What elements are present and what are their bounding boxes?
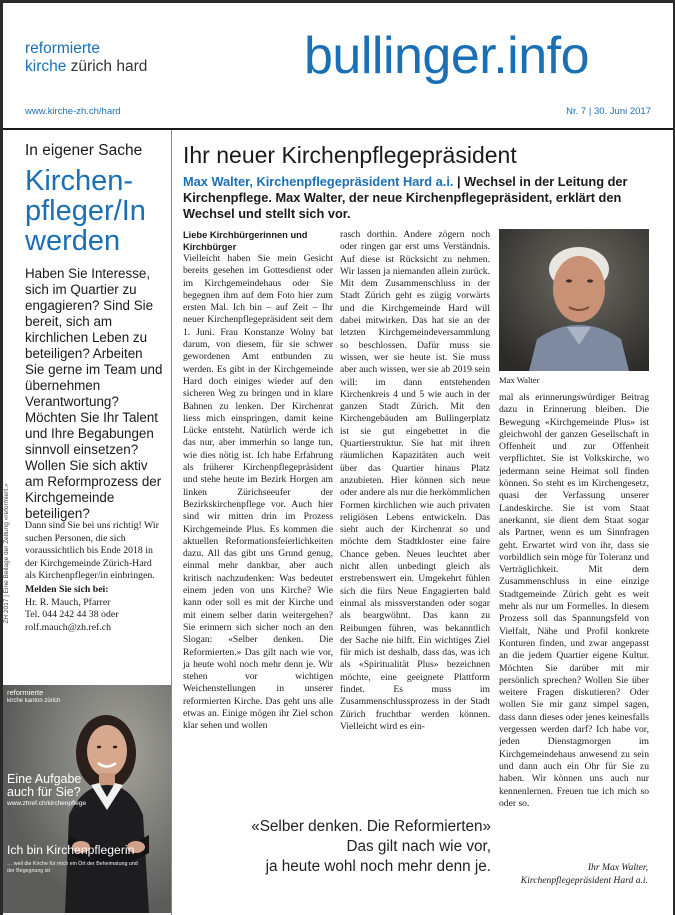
lead-author: Max Walter, Kirchenpflegepräsident Hard a.i. (183, 174, 454, 189)
sidebar-headline-3: werden (25, 225, 121, 257)
brand-line-2a: kirche (25, 58, 67, 75)
article-column-2 (340, 229, 490, 733)
photo-caption: Max Walter (499, 375, 540, 385)
salutation: Liebe Kirchbürgerinnen und Kirchbürger (183, 230, 308, 252)
brand-line-1: reformierte (25, 40, 100, 57)
page-edge-top (0, 0, 675, 3)
ad-tagline-1: Eine Aufgabe (7, 772, 82, 786)
ad-logo (7, 689, 60, 705)
recruitment-ad (3, 685, 171, 913)
ad-tagline-2: auch für Sie? (7, 785, 81, 799)
column-2-text: rasch dorthin. Andere zögern noch oder ringen gar erst ums Verständnis. Auf diese ist Rücksicht zu nehmen. Wir lassen ja niemanden allein zurück. Mit dem Zusammenschluss in der Stadt Zürich geht es zügig vorwärts und die Kirchgemeinde Hard will dabei mitwirken. Das hat sie an der letzten Kirchgemeindeversammlung so beschlossen. Dafür muss sie wissen, wer sie heute ist. Sie muss aber auch wissen, wer sie ab 2019 sein will: im dann entstehenden Kirchenkreis 4 und 5 wie auch in der ganzen Stadt Zürich. Mit den Kirchengebäuden am Bullingerplatz ist sie gut eingebettet in die Quartierstruktur. Sie hat mit ihren räumlichen Kapazitäten auch weit über das Quartier hinaus Platz anzubieten. Hier können sich neue oder andere als nur die herkömmlichen Formen kirchlichen wie auch privaten religiösen Lebens entwickeln. Das sieht auch der Kirchenrat so und möchte dem Stadtkloster eine faire Chance geben. Neues leuchtet aber nicht allen unbedingt gleich als erstrebenswert ein. Umgekehrt fühlen sich die fürs Neue Engagierten bald einmal als missverstanden oder sogar als beargwöhnt. Das kann zu Reibungen führen, was bekanntlich der Sache nie hilft. Ein wichtiges Ziel für mich ist deshalb, dass das, was ich als «Spiritualität Plus» bezeichnen möchte, eine geeignete Plattform findet. Es muss im Zusammenschlussprozess in der Stadt Zürich fruchtbar werden können. Vielleicht wird es ein- (340, 229, 490, 732)
contact-phone: Tel. 044 242 44 38 oder (25, 609, 119, 620)
sidebar-headline (25, 166, 146, 256)
pull-quote-line-3: ja heute wohl noch mehr denn je. (265, 858, 491, 875)
article-title: Ihr neuer Kirchenpflegepräsident (183, 142, 517, 168)
brand-logo (25, 40, 147, 76)
brand-line-2b: zürich hard (70, 58, 148, 75)
signature-line-2: Kirchenpflegepräsident Hard a.i. (520, 874, 648, 886)
ad-subline-1: … weil die Kirche für mich ein Ort der Beheimatung und (7, 861, 138, 867)
brand-line-2 (25, 58, 147, 76)
column-separator (171, 130, 172, 915)
ad-subline (7, 861, 138, 874)
signature (499, 862, 648, 887)
article-lead (183, 174, 650, 222)
pull-quote-line-2: Das gilt nach wie vor, (346, 838, 491, 855)
column-1-text: Vielleicht haben Sie mein Gesicht bereits gesehen im Gottesdienst oder im Kirchgemeindehaus oder Sie begegnen ihm auf dem Foto hier zum ersten Mal. Ich bin – auf Zeit – Ihr neuer Kirchenpflegepräsident seit dem 1. Juni. Frau Konstanze Wolny bat darum, von diesem, für sie schwer gewordenen Amt entbunden zu werden. Es gibt in der Kirchgemeinde Hard doch einiges wieder auf den sicheren Weg zu bringen und in klare Bahnen zu lenken. Der Kirchenrat liess mich einspringen, damit keine Lücke entsteht. Natürlich werde ich das nur, aber immerhin so lange tun, wie dies nötig ist. Ich habe Erfahrung als früherer Kirchenpflegepräsident und stehe heute im Bezirk Horgen am linken Zürichseeufer der Bezirkskirchenpflege vor. Auch hier sind wir mitten drin im Prozess Kirchgemeinde Plus. Es kommen die aktuellen Reformationsfeierlichkeiten dazu. All das gibt uns Grund genug, einmal mehr dankbar, aber auch kritisch nachzudenken: Was bedeutet einem jeden von uns Kirche? Wie kann oder soll es mit der Kirche und mit einem selber darin weitergehen? Sie erinnern sich sicher noch an den Slogan: «Selber denken. Die Reformierten.» Das gilt nach wie vor, ja heute wohl noch mehr denn je. Wir stehen vor wichtigen Weichenstellungen in unserer reformierten Kirche. Das geht uns alle etwas an. Einige mögen ihr Ziel schon klar sehen und wollen (183, 253, 333, 732)
pull-quote (186, 817, 491, 877)
column-3-text: mal als erinnerungswürdiger Beitrag dazu in Erinnerung bleiben. Die Bewegung «Kirchgemeinde Plus» ist gleichwohl der ganzen Gesellschaft in Offenheit und zur Offenheit verpflichtet. Sie ist Volkskirche, wo jedermann seine Heimat soll finden können. So steht es im Kirchengesetz, quasi der Verfassung unserer Landeskirche. Sie ist vom Staat anerkannt, sie dient dem Staat sogar als Partner, wenn es um Sinnfragen geht. Erwartet wird von ihr, dass sie vorbildlich sein möge für Toleranz und Verträglichkeit. Mit dem Zusammenschluss in eine einzige Stadtgemeinde Zürich geht es weit mehr als nur um Formelles. In diesem Prozess soll das Spannungsfeld von Vielfalt, Nähe und Profil konkrete Konturen finden, und zwar angepasst an die jedem Quartier eigene Kultur. Möchten Sie darüber mit mir persönlich sprechen? Wollen Sie über weitere Fragen diskutieren? Oder wollen Sie mir ganz simpel sagen, dass dann dieses oder jenes keinesfalls vergessen werden darf? Ich habe vor, jeden Dienstagmorgen im Kirchgemeindehaus anwesend zu sein und dann auch ein Ohr für Sie zu haben. Wir können uns auch nur kennenlernen. Freuen tue ich mich so oder so. (499, 392, 649, 809)
ad-logo-line-2: kirche kanton zürich (7, 698, 61, 704)
pull-quote-line-1: «Selber denken. Die Reformierten» (251, 818, 491, 835)
vertical-credit: ZH 2017 | Eine Beilage der Zeitung «reformiert.» (3, 483, 10, 624)
ad-logo-line-1: reformierte (7, 688, 44, 697)
sidebar-contact (25, 584, 167, 634)
sidebar-intro: Haben Sie Interesse, sich im Quartier zu engagieren? Sind Sie bereit, sich am kirchlichen Leben zu beteiligen? Arbeiten Sie gerne im Team und übernehmen Verantwortung? Möchten Sie Ihr Talent und Ihre Begabungen sinnvoll einsetzen? Wollen Sie sich aktiv am Reformprozess der Kirchgemeinde beteiligen? (25, 266, 163, 521)
contact-name: Hr. R. Mauch, Pfarrer (25, 596, 111, 608)
masthead-title-b: .info (493, 27, 590, 85)
masthead-title-a: bullinger (304, 27, 494, 85)
article-column-1 (183, 229, 333, 733)
ad-subline-2: der Begegnung ist (7, 867, 50, 874)
masthead-rule (3, 128, 673, 130)
article-column-3 (499, 392, 649, 810)
issue-info: Nr. 7 | 30. Juni 2017 (566, 106, 651, 117)
lead-separator: | (453, 174, 465, 189)
sidebar-paragraph: Dann sind Sie bei uns richtig! Wir suchen Personen, die sich voraussichtlich bis Ende 2018 in der Kirchgemeinde Zürich-Hard als Kirchenpfleger/in einbringen. (25, 520, 159, 581)
contact-heading: Melden Sie sich bei: (25, 584, 109, 595)
sidebar-kicker: In eigener Sache (25, 142, 143, 159)
lead-text: Wechsel in der Leitung der Kirchenpflege. Max Walter, der neue Kirchenpflegepräsident, erklärt den Wechsel und stellt sich vor. (183, 174, 628, 221)
ad-url: www.zhref.ch/kirchenpflege (7, 800, 87, 807)
ad-headline: Ich bin Kirchenpflegerin (7, 843, 135, 857)
sidebar-headline-2: pfleger/In (25, 195, 146, 227)
author-portrait (499, 229, 649, 371)
website-url: www.kirche-zh.ch/hard (25, 106, 121, 117)
ad-tagline (7, 773, 86, 808)
masthead-title (304, 28, 589, 84)
author-photo (499, 229, 649, 371)
contact-email[interactable]: rolf.mauch@zh.ref.ch (25, 621, 111, 633)
signature-line-1: Ihr Max Walter, (587, 862, 648, 873)
sidebar-headline-1: Kirchen- (25, 165, 133, 197)
